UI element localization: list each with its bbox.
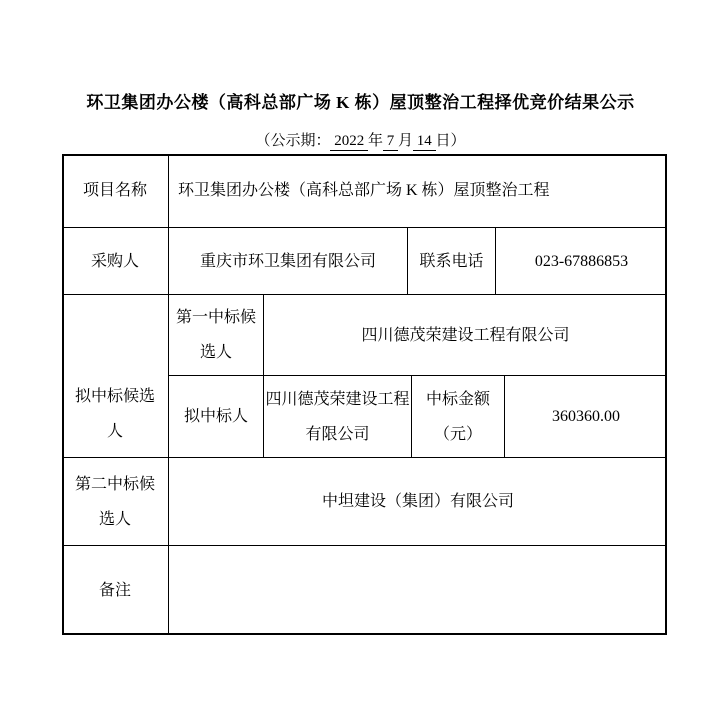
publicity-year: 2022 xyxy=(330,133,368,149)
proposed-winner-value-cell: 四川德茂荣建设工程有限公司 xyxy=(264,376,412,458)
publicity-day-unit: 日） xyxy=(435,133,466,149)
first-candidate-label-cell: 第一中标候选人 xyxy=(169,295,264,376)
publicity-month: 7 xyxy=(383,133,398,149)
second-candidate-label-cell: 第二中标候选人 xyxy=(62,458,169,546)
publicity-period-prefix: （公示期： xyxy=(255,133,331,149)
second-candidate-value-cell: 中坦建设（集团）有限公司 xyxy=(169,458,667,546)
bid-amount-label-cell: 中标金额（元） xyxy=(412,376,505,458)
bid-amount-value-cell: 360360.00 xyxy=(505,376,667,458)
publicity-period xyxy=(0,129,721,150)
purchaser-value-cell: 重庆市环卫集团有限公司 xyxy=(169,228,408,295)
candidates-label-cell: 拟中标候选人 xyxy=(62,295,169,458)
purchaser-label-cell: 采购人 xyxy=(62,228,169,295)
contact-phone-value-cell: 023-67886853 xyxy=(496,228,667,295)
result-table xyxy=(62,154,667,635)
remarks-value-cell xyxy=(169,546,667,635)
project-name-value-cell: 环卫集团办公楼（高科总部广场 K 栋）屋顶整治工程 xyxy=(169,154,667,228)
remarks-label-cell: 备注 xyxy=(62,546,169,635)
publicity-month-unit: 月 xyxy=(398,133,414,149)
publicity-day: 14 xyxy=(413,133,436,149)
proposed-winner-label-cell: 拟中标人 xyxy=(169,376,264,458)
publicity-year-unit: 年 xyxy=(367,133,383,149)
document-title: 环卫集团办公楼（高科总部广场 K 栋）屋顶整治工程择优竞价结果公示 xyxy=(86,93,635,112)
contact-phone-label-cell: 联系电话 xyxy=(408,228,496,295)
first-candidate-value-cell: 四川德茂荣建设工程有限公司 xyxy=(264,295,667,376)
project-name-label-cell: 项目名称 xyxy=(62,154,169,228)
